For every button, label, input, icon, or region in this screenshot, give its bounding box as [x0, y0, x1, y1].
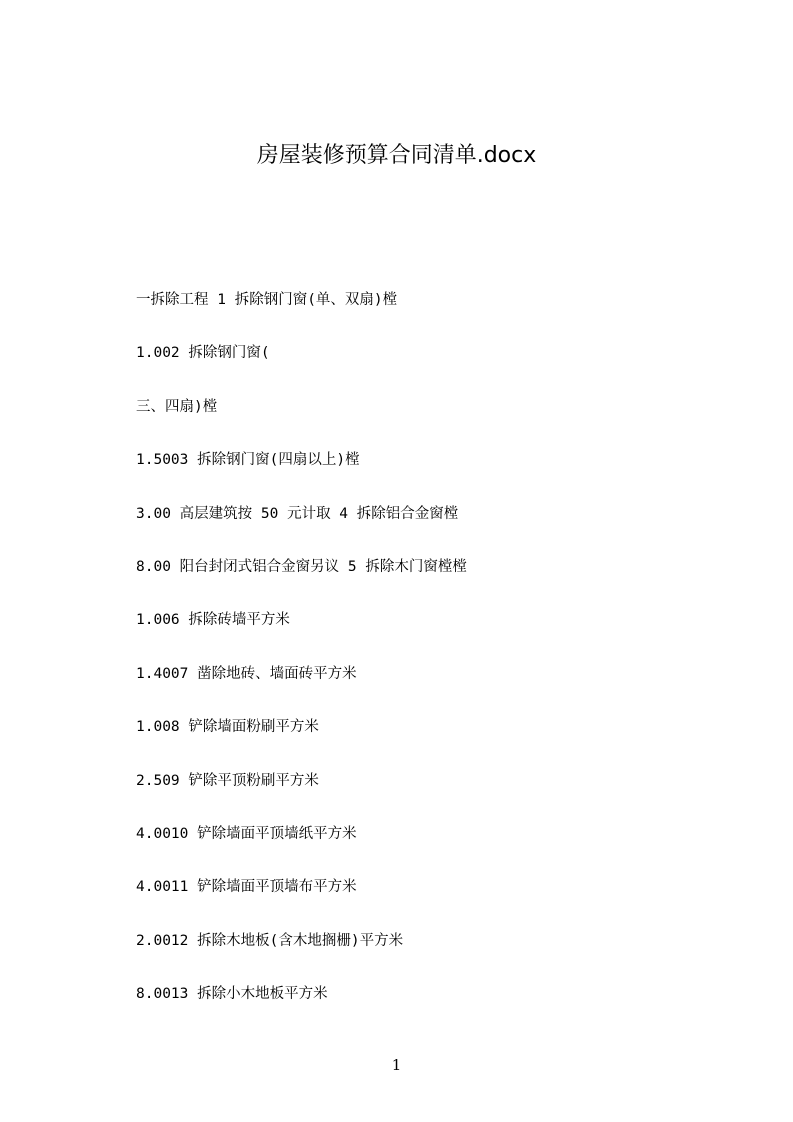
document-title: 房屋装修预算合同清单.docx — [256, 143, 537, 168]
document-body — [136, 289, 736, 1036]
body-line: 8.00 阳台封闭式铝合金窗另议 5 拆除木门窗樘樘 — [136, 558, 467, 575]
body-line: 4.0011 铲除墙面平顶墙布平方米 — [136, 879, 357, 896]
body-line: 8.0013 拆除小木地板平方米 — [136, 986, 328, 1003]
body-line: 1.006 拆除砖墙平方米 — [136, 612, 290, 629]
body-line: 1.002 拆除钢门窗( — [136, 345, 270, 362]
body-line: 三、四扇)樘 — [136, 398, 218, 415]
body-line: 3.00 高层建筑按 50 元计取 4 拆除铝合金窗樘 — [136, 505, 459, 522]
body-line: 1.5003 拆除钢门窗(四扇以上)樘 — [136, 452, 360, 469]
body-line: 1.008 铲除墙面粉刷平方米 — [136, 719, 319, 736]
body-line: 2.0012 拆除木地板(含木地搁栅)平方米 — [136, 932, 404, 949]
body-line: 2.509 铲除平顶粉刷平方米 — [136, 772, 319, 789]
body-line: 1.4007 凿除地砖、墙面砖平方米 — [136, 665, 357, 682]
body-line: 一拆除工程 1 拆除钢门窗(单、双扇)樘 — [136, 292, 398, 308]
body-line: 4.0010 铲除墙面平顶墙纸平方米 — [136, 825, 357, 842]
page-number: 1 — [391, 1056, 402, 1074]
